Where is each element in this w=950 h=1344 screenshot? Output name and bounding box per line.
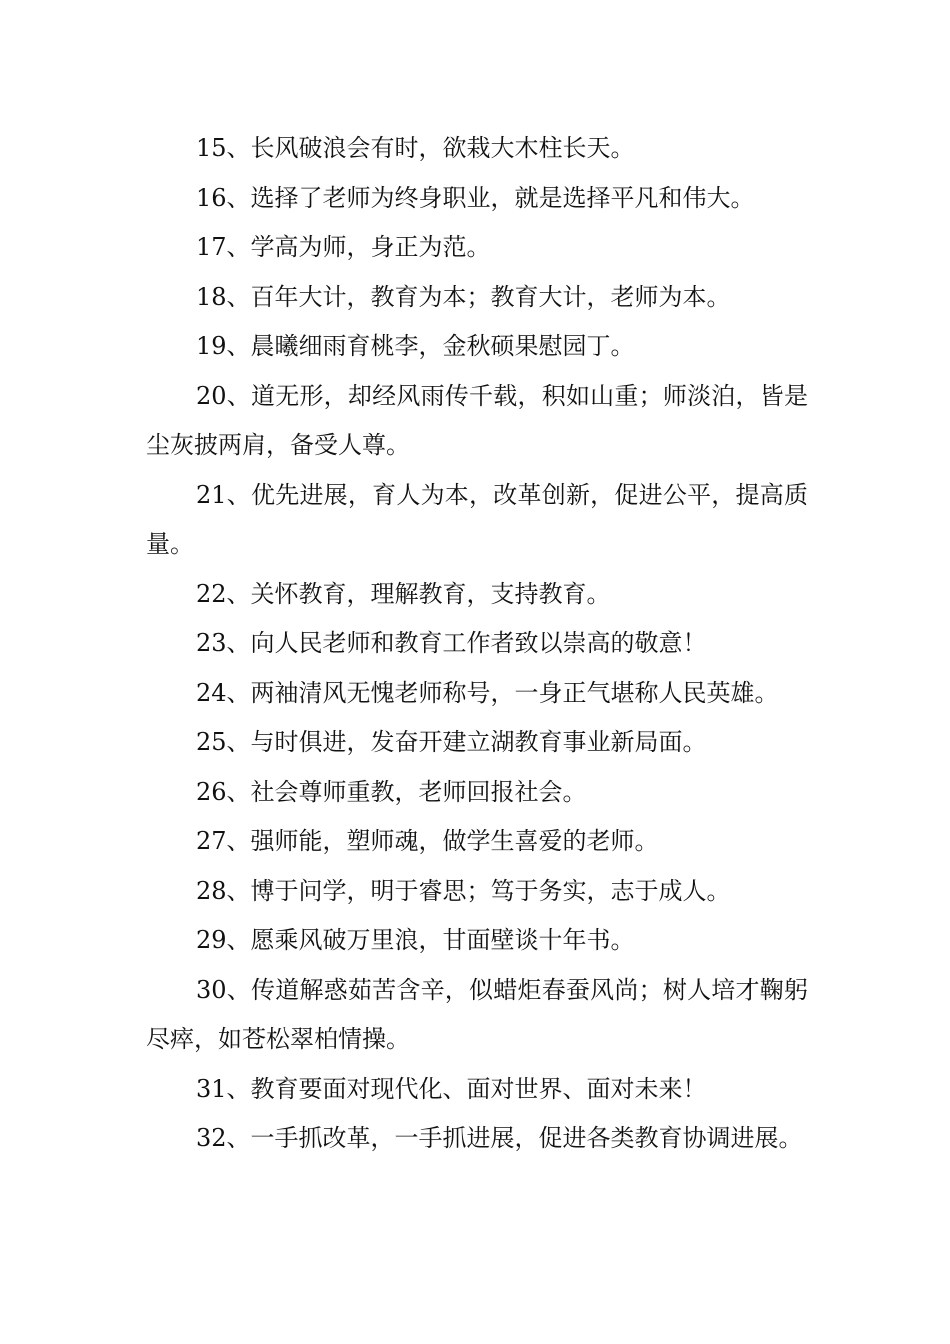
- list-item: 27、强师能，塑师魂，做学生喜爱的老师。: [196, 827, 659, 855]
- list-item: 24、两袖清风无愧老师称号，一身正气堪称人民英雄。: [196, 678, 779, 707]
- list-item: 28、博于问学，明于睿思；笃于务实，志于成人。: [196, 876, 731, 905]
- list-item: 16、选择了老师为终身职业，就是选择平凡和伟大。: [196, 183, 755, 212]
- list-item: 32、一手抓改革，一手抓进展，促进各类教育协调进展。: [196, 1124, 803, 1152]
- list-item: 26、社会尊师重教，老师回报社会。: [196, 777, 587, 806]
- list-item: 18、百年大计，教育为本；教育大计，老师为本。: [196, 282, 731, 311]
- list-item: 23、向人民老师和教育工作者致以崇高的敬意！: [196, 629, 707, 657]
- list-item: 30、传道解惑茹苦含辛，似蜡炬春蚕风尚；树人培才鞠躬尽瘁，如苍松翠柏情操。: [146, 975, 808, 1053]
- list-item: 22、关怀教育，理解教育，支持教育。: [196, 579, 611, 608]
- list-item: 17、学高为师，身正为范。: [196, 233, 491, 261]
- list-item: 29、愿乘风破万里浪，甘面壁谈十年书。: [196, 926, 635, 954]
- list-item: 19、晨曦细雨育桃李，金秋硕果慰园丁。: [196, 332, 635, 360]
- list-item: 25、与时俱进，发奋开建立湖教育事业新局面。: [196, 728, 707, 756]
- list-item: 31、教育要面对现代化、面对世界、面对未来！: [196, 1074, 707, 1103]
- list-item: 20、道无形，却经风雨传千载，积如山重；师淡泊，皆是尘灰披两肩，备受人尊。: [146, 381, 808, 459]
- list-item: 15、长风破浪会有时，欲栽大木柱长天。: [196, 134, 635, 162]
- list-item: 21、优先进展，育人为本，改革创新，促进公平，提高质量。: [146, 480, 808, 558]
